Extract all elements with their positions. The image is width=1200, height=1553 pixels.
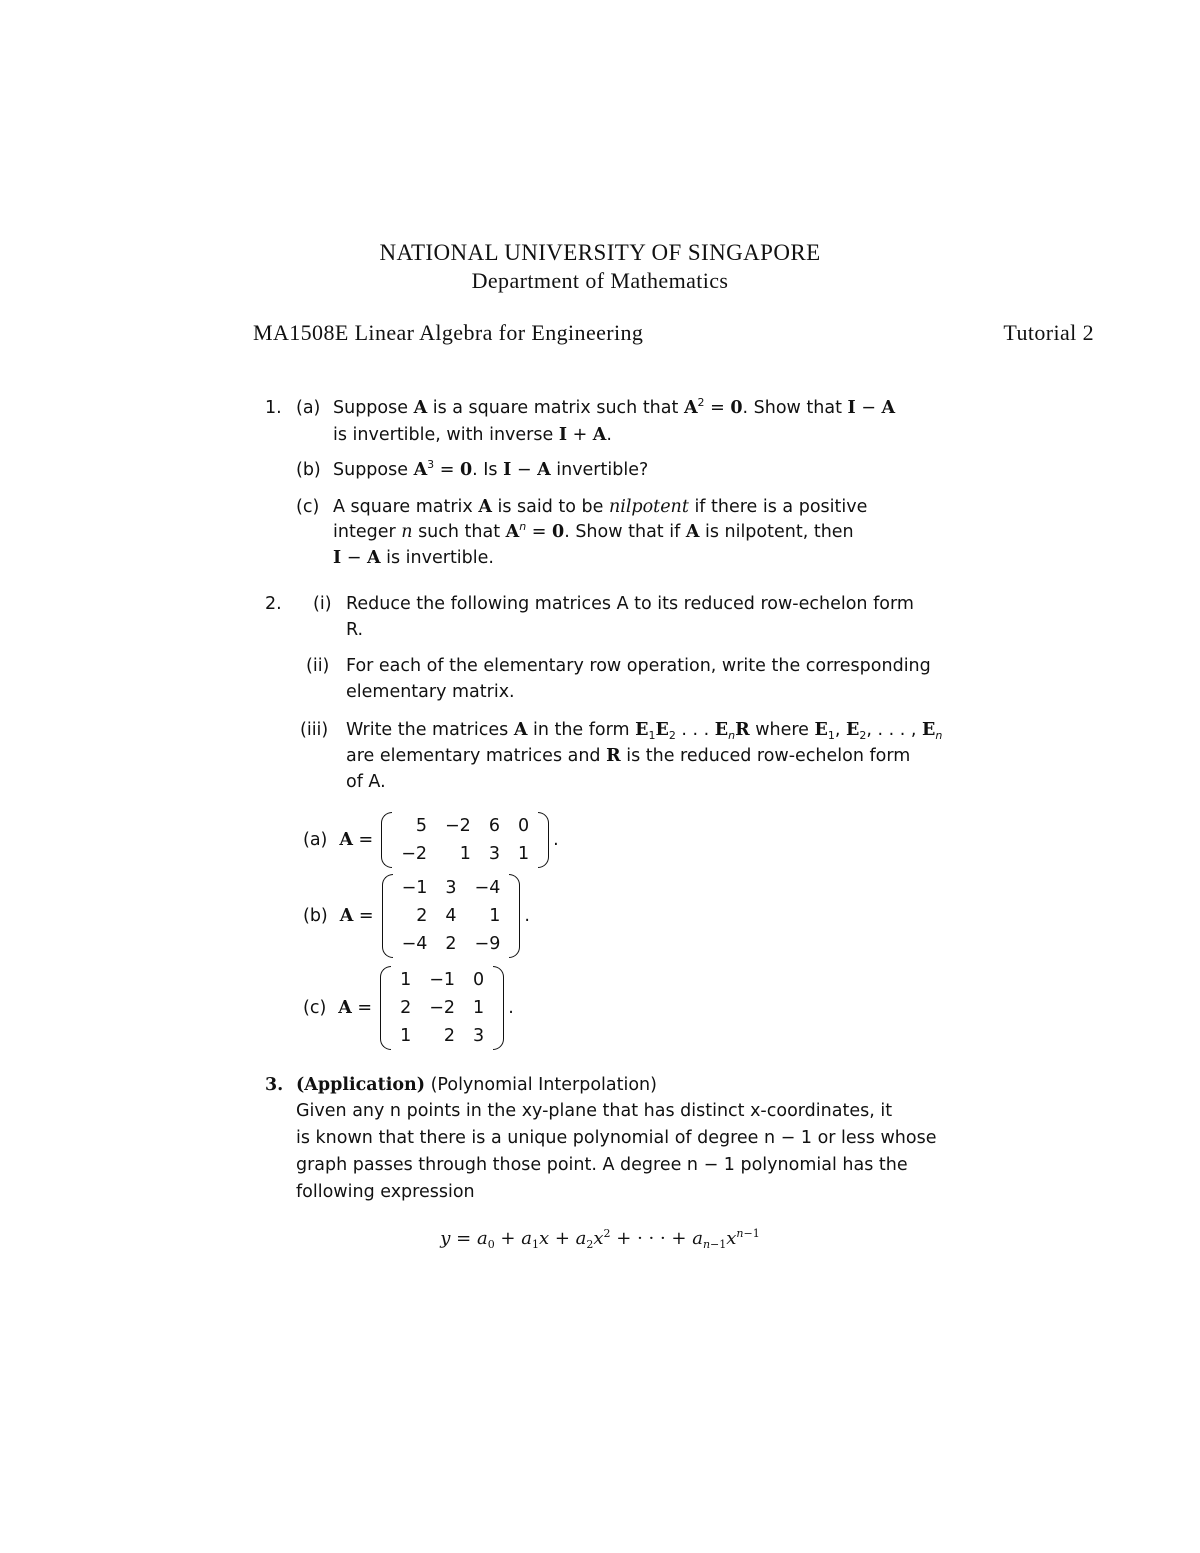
matrix-a-cell: 0	[517, 816, 530, 836]
q2iii-line3: of A.	[346, 772, 386, 792]
polynomial-formula: $y = a_0 + a_1x + a_2x^2$ + · · · + $a_{n-1}x^{n-1}$	[440, 1227, 760, 1251]
q1c-line3: I − A is invertible.	[333, 548, 494, 568]
matrix-b-cell: −9	[474, 934, 501, 954]
q1a-label: (a)	[296, 398, 321, 418]
matrix-b-cell: −4	[474, 878, 501, 898]
matrix-b-cell: −4	[401, 934, 428, 954]
matrix-c-cell: 2	[443, 1026, 456, 1046]
matrix-b-cell: 3	[445, 878, 457, 898]
q2i-label: (i)	[313, 594, 332, 614]
matrix-b-row	[393, 874, 510, 902]
q2-number: 2.	[265, 594, 282, 614]
matrix-a-cell: 3	[488, 844, 500, 864]
matrix-a-cell: −2	[445, 816, 471, 836]
matrix-b-cell: −1	[401, 878, 428, 898]
matrix-a-row	[392, 812, 538, 840]
matrix-a-cell: 6	[488, 816, 500, 836]
matrix-c-cell: −2	[429, 998, 456, 1018]
matrix-c-cell: −1	[429, 970, 456, 990]
q2ii-line1: For each of the elementary row operation, write the corresponding	[346, 656, 931, 676]
matrix-b-cell: 4	[445, 906, 457, 926]
matrix-c-expression: (c) A = 1 −1 0 2 −2 1 1 2 3 .	[303, 966, 514, 1050]
matrix-b-cell: 1	[489, 906, 501, 926]
q1a-line2: is invertible, with inverse I + A.	[333, 425, 612, 445]
q1c-line1: A square matrix A is said to be nilpotent if there is a positive	[333, 497, 868, 517]
matrix-b-row	[393, 902, 510, 930]
matrix-b-cell: 2	[445, 934, 457, 954]
q1c-line2: integer n such that $A^n = 0$. Show that if A is nilpotent, then	[333, 520, 854, 542]
matrix-a-row	[392, 840, 538, 868]
matrix-a-cell: 5	[415, 816, 428, 836]
matrix-c-cell: 1	[400, 970, 412, 990]
matrix-c-cell: 1	[400, 1026, 412, 1046]
q3-heading: (Application) (Polynomial Interpolation)	[296, 1075, 657, 1095]
matrix-c	[380, 966, 504, 1050]
q1-number: 1.	[265, 398, 282, 418]
matrix-b	[382, 874, 521, 958]
matrix-a	[381, 812, 549, 868]
matrix-a-expression: (a) A = 5 −2 6 0 −2 1 3 1 .	[303, 812, 559, 868]
matrix-a-cell: 1	[517, 844, 530, 864]
matrix-a-label: (a)	[303, 830, 328, 850]
matrix-c-cell: 3	[473, 1026, 485, 1046]
course-title: MA1508E Linear Algebra for Engineering	[253, 320, 644, 345]
matrix-b-label: (b)	[303, 906, 328, 926]
q2iii-label: (iii)	[300, 720, 329, 740]
matrix-c-cell: 1	[473, 998, 485, 1018]
q2ii-line2: elementary matrix.	[346, 682, 515, 702]
q3-line4: following expression	[296, 1182, 475, 1202]
q2ii-label: (ii)	[306, 656, 330, 676]
q2iii-line1: Write the matrices A in the form $E_1E_2$ . . . $E_nR$ where $E_1$, $E_2$, . . . , $E_n$	[346, 720, 943, 742]
q3-line1: Given any n points in the xy-plane that has distinct x-coordinates, it	[296, 1101, 893, 1121]
matrix-c-row	[391, 966, 493, 994]
tutorial-label: Tutorial 2	[1003, 320, 1094, 345]
matrix-c-row	[391, 1022, 493, 1050]
department-title: Department of Mathematics	[471, 268, 729, 293]
q1b-line: Suppose $A^3 = 0$. Is I − A invertible?	[333, 458, 649, 480]
matrix-b-expression: (b) A = −1 3 −4 2 4 1 −4 2 −9 .	[303, 874, 530, 958]
q2i-line1: Reduce the following matrices A to its reduced row-echelon form	[346, 594, 914, 614]
matrix-c-row	[391, 994, 493, 1022]
q2iii-line2: are elementary matrices and R is the reduced row-echelon form	[346, 746, 911, 766]
matrix-a-cell: 1	[459, 844, 471, 864]
q1b-label: (b)	[296, 460, 321, 480]
matrix-b-cell: 2	[416, 906, 428, 926]
q3-line2: is known that there is a unique polynomial of degree n − 1 or less whose	[296, 1128, 937, 1148]
matrix-c-cell: 0	[473, 970, 485, 990]
matrix-a-cell: −2	[401, 844, 428, 864]
q1a-line1: Suppose A is a square matrix such that $A^2 = 0$. Show that I − A	[333, 396, 896, 418]
matrix-c-cell: 2	[400, 998, 412, 1018]
matrix-b-row	[393, 930, 510, 958]
q3-number: 3.	[265, 1075, 284, 1095]
university-title: NATIONAL UNIVERSITY OF SINGAPORE	[379, 240, 821, 265]
q1c-label: (c)	[296, 497, 320, 517]
q3-line3: graph passes through those point. A degree n − 1 polynomial has the	[296, 1155, 908, 1175]
matrix-c-label: (c)	[303, 998, 327, 1018]
q2i-line2: R.	[346, 620, 364, 640]
